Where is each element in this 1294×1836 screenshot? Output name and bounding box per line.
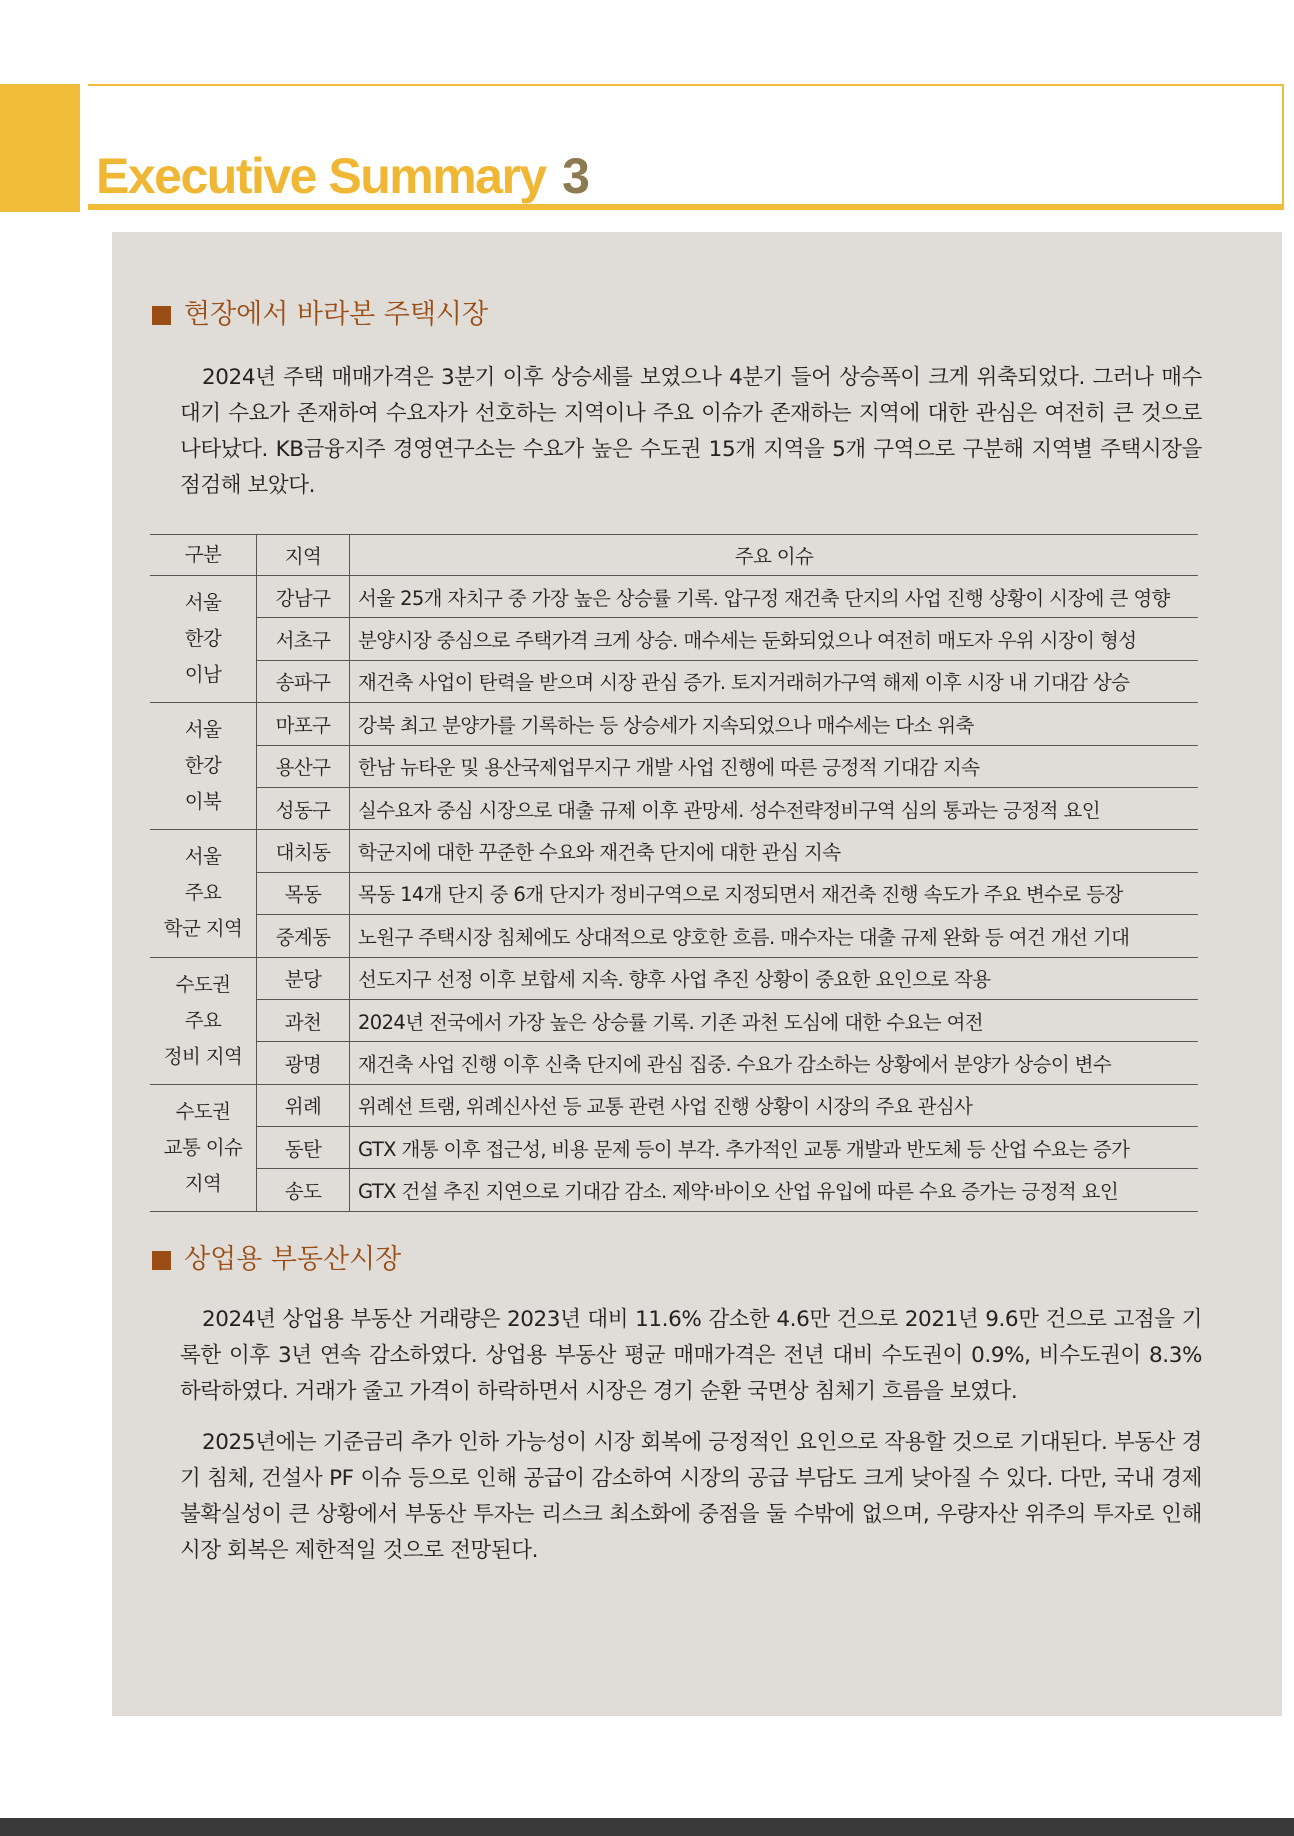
table-row xyxy=(150,830,1198,872)
table-area-cell: 강남구 xyxy=(257,576,350,618)
table-issue-cell: 목동 14개 단지 중 6개 단지가 정비구역으로 지정되면서 재건축 진행 속도가 주요 변수로 등장 xyxy=(350,872,1199,914)
table-area-cell: 성동구 xyxy=(257,787,350,829)
table-area-cell: 마포구 xyxy=(257,703,350,745)
table-group-cell: 수도권 주요 정비 지역 xyxy=(150,957,257,1084)
table-issue-cell: 서울 25개 자치구 중 가장 높은 상승률 기록. 압구정 재건축 단지의 사업 진행 상황이 시장에 큰 영향 xyxy=(350,576,1199,618)
table-issue-cell: 강북 최고 분양가를 기록하는 등 상승세가 지속되었으나 매수세는 다소 위축 xyxy=(350,703,1199,745)
table-row xyxy=(150,1042,1198,1084)
table-issue-cell: 재건축 사업이 탄력을 받으며 시장 관심 증가. 토지거래허가구역 해제 이후 시장 내 기대감 상승 xyxy=(350,660,1199,702)
table-group-cell: 서울 한강 이북 xyxy=(150,703,257,830)
square-bullet-icon xyxy=(152,1251,171,1270)
table-issue-cell: 한남 뉴타운 및 용산국제업무지구 개발 사업 진행에 따른 긍정적 기대감 지속 xyxy=(350,745,1199,787)
table-row xyxy=(150,915,1198,957)
table-issue-cell: GTX 개통 이후 접근성, 비용 문제 등이 부각. 추가적인 교통 개발과 반도체 등 산업 수요는 증가 xyxy=(350,1127,1199,1169)
table-area-cell: 송파구 xyxy=(257,660,350,702)
table-row xyxy=(150,787,1198,829)
table-issue-cell: 분양시장 중심으로 주택가격 크게 상승. 매수세는 둔화되었으나 여전히 매도자 우위 시장이 형성 xyxy=(350,618,1199,660)
housing-paragraph: 2024년 주택 매매가격은 3분기 이후 상승세를 보였으나 4분기 들어 상승폭이 크게 위축되었다. 그러나 매수 대기 수요가 존재하여 수요자가 선호하는 지역이나 주요 이슈가 존재하는 지역에 대한 관심은 여전히 큰 것으로 나타났다. KB금융지주 경영연구소는 수요가 높은 수도권 15개 지역을 5개 구역으로 구분해 지역별 주택시장을 점검해 보았다. xyxy=(180,365,1202,498)
table-area-cell: 중계동 xyxy=(257,915,350,957)
table-issue-cell: 학군지에 대한 꾸준한 수요와 재건축 단지에 대한 관심 지속 xyxy=(350,830,1199,872)
table-header-row xyxy=(150,535,1198,576)
table-area-cell: 송도 xyxy=(257,1169,350,1211)
table-header-group: 구분 xyxy=(150,535,257,576)
table-area-cell: 과천 xyxy=(257,999,350,1041)
page-title-number: 3 xyxy=(562,148,589,204)
table-group-cell: 서울 한강 이남 xyxy=(150,576,257,703)
commercial-paragraph-1: 2024년 상업용 부동산 거래량은 2023년 대비 11.6% 감소한 4.6만 건으로 2021년 9.6만 건으로 고점을 기록한 이후 3년 연속 감소하였다. 상업용 부동산 평균 매매가격은 전년 대비 수도권이 0.9%, 비수도권이 8.3% 하락하였다. 거래가 줄고 가격이 하락하면서 시장은 경기 순환 국면상 침체기 흐름을 보였다. xyxy=(180,1307,1202,1404)
table-area-cell: 용산구 xyxy=(257,745,350,787)
table-row xyxy=(150,703,1198,745)
table-issue-cell: 실수요자 중심 시장으로 대출 규제 이후 관망세. 성수전략정비구역 심의 통과는 긍정적 요인 xyxy=(350,787,1199,829)
table-row xyxy=(150,660,1198,702)
table-area-cell: 대치동 xyxy=(257,830,350,872)
table-area-cell: 분당 xyxy=(257,957,350,999)
commercial-paragraph-2: 2025년에는 기준금리 추가 인하 가능성이 시장 회복에 긍정적인 요인으로 작용할 것으로 기대된다. 부동산 경기 침체, 건설사 PF 이슈 등으로 인해 공급이 감소하여 시장의 공급 부담도 크게 낮아질 수 있다. 다만, 국내 경제 불확실성이 큰 상황에서 부동산 투자는 리스크 최소화에 중점을 둘 수밖에 없으며, 우량자산 위주의 투자로 인해 시장 회복은 제한적일 것으로 전망된다. xyxy=(180,1430,1202,1563)
square-bullet-icon xyxy=(152,306,171,325)
section-heading-text: 상업용 부동산시장 xyxy=(184,1244,402,1275)
table-issue-cell: 위례선 트램, 위례신사선 등 교통 관련 사업 진행 상황이 시장의 주요 관심사 xyxy=(350,1084,1199,1126)
table-row xyxy=(150,745,1198,787)
table-issue-cell: 노원구 주택시장 침체에도 상대적으로 양호한 흐름. 매수자는 대출 규제 완화 등 여건 개선 기대 xyxy=(350,915,1199,957)
section-heading-text: 현장에서 바라본 주택시장 xyxy=(184,299,489,330)
table-area-cell: 목동 xyxy=(257,872,350,914)
table-row xyxy=(150,576,1198,618)
table-group-cell: 수도권 교통 이슈 지역 xyxy=(150,1084,257,1211)
housing-issues-table xyxy=(150,534,1198,1212)
table-area-cell: 광명 xyxy=(257,1042,350,1084)
table-area-cell: 서초구 xyxy=(257,618,350,660)
table-group-cell: 서울 주요 학군 지역 xyxy=(150,830,257,957)
section-heading-housing xyxy=(152,298,488,332)
table-row xyxy=(150,1084,1198,1126)
table-header-area: 지역 xyxy=(257,535,350,576)
table-row xyxy=(150,1169,1198,1211)
header-accent-block xyxy=(0,84,80,212)
table-area-cell: 위례 xyxy=(257,1084,350,1126)
table-row xyxy=(150,872,1198,914)
table-row xyxy=(150,618,1198,660)
table-issue-cell: 2024년 전국에서 가장 높은 상승률 기록. 기존 과천 도심에 대한 수요는 여전 xyxy=(350,999,1199,1041)
table-header-issue: 주요 이슈 xyxy=(350,535,1199,576)
page-title xyxy=(96,146,588,206)
table-issue-cell: GTX 건설 추진 지연으로 기대감 감소. 제약·바이오 산업 유입에 따른 수요 증가는 긍정적 요인 xyxy=(350,1169,1199,1211)
table-row xyxy=(150,1127,1198,1169)
table-row xyxy=(150,999,1198,1041)
section-heading-commercial xyxy=(152,1243,401,1277)
table-issue-cell: 재건축 사업 진행 이후 신축 단지에 관심 집중. 수요가 감소하는 상황에서 분양가 상승이 변수 xyxy=(350,1042,1199,1084)
table-area-cell: 동탄 xyxy=(257,1127,350,1169)
footer-bar xyxy=(0,1818,1294,1836)
table-row xyxy=(150,957,1198,999)
page-title-text: Executive Summary xyxy=(96,148,546,204)
table-issue-cell: 선도지구 선정 이후 보합세 지속. 향후 사업 추진 상황이 중요한 요인으로 작용 xyxy=(350,957,1199,999)
